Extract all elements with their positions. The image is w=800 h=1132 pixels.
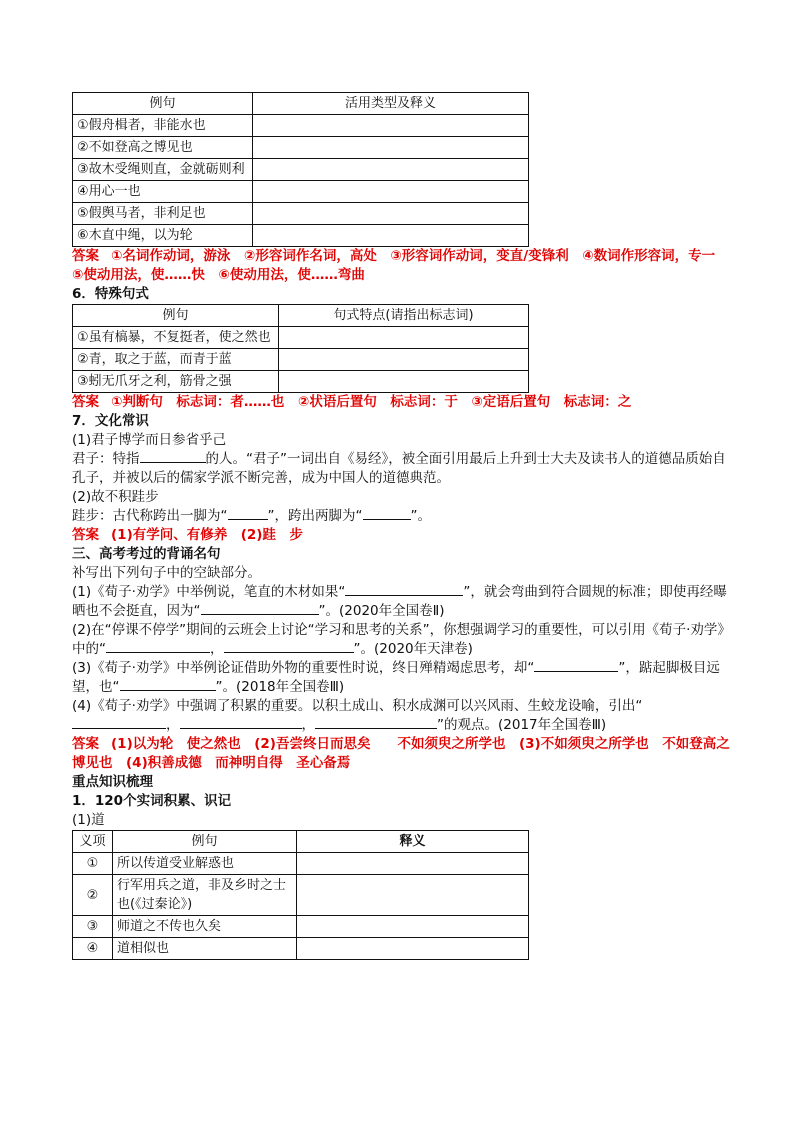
table-cell: 所以传道受业解惑也	[113, 853, 297, 875]
text-span: (3)《荀子·劝学》中举例论证借助外物的重要性时说，终日殚精竭虑思考，却“	[72, 660, 535, 676]
text-span: ”。(2018年全国卷Ⅲ)	[215, 679, 345, 695]
table-header: 例句	[73, 305, 279, 327]
table-header: 句式特点(请指出标志词)	[279, 305, 529, 327]
fill-blank	[315, 716, 437, 729]
answer-text: ①名词作动词，游泳 ②形容词作名词，高处 ③形容词作动词，变直/变锋利 ④数词作形容词，专一 ⑤使动用法，使……快 ⑥使动用法，使……弯曲	[72, 248, 729, 283]
text-span: (4)《荀子·劝学》中强调了积累的重要。以积土成山、积水成渊可以兴风雨、生蛟龙设喻，引出“	[72, 698, 643, 714]
table-cell: ⑤假舆马者，非利足也	[73, 203, 253, 225]
table-cell: ①虽有槁暴，不复挺者，使之然也	[73, 327, 279, 349]
answer-tag: 答案	[72, 394, 99, 410]
fill-blank	[363, 507, 411, 520]
text-span: 君子：特指	[72, 451, 140, 467]
text-span: ”。(2020年全国卷Ⅱ)	[318, 603, 445, 619]
fill-blank	[140, 450, 206, 463]
question-text	[72, 583, 732, 621]
table-cell: 道相似也	[113, 938, 297, 960]
fill-blank	[228, 507, 268, 520]
fill-blank	[534, 659, 618, 672]
subsection-heading: 1．120个实词积累、识记	[72, 793, 232, 809]
answer-tag: 答案	[72, 248, 99, 264]
question-text	[72, 621, 732, 659]
empty-cell	[297, 875, 529, 916]
empty-cell	[297, 853, 529, 875]
table-header: 活用类型及释义	[253, 93, 529, 115]
empty-cell	[253, 203, 529, 225]
table-cell: ②青，取之于蓝，而青于蓝	[73, 349, 279, 371]
text-span: ，	[210, 641, 224, 657]
usage-table	[72, 92, 529, 247]
row-number: ④	[73, 938, 113, 960]
text-span: 的人。“君子”一词出自《易经》，被全面引用最后上升到士大夫及读书人的道德品质始自孔子，并被以后的儒家学派不断完善，成为中国人的道德典范。	[72, 451, 726, 486]
empty-cell	[279, 327, 529, 349]
fill-blank	[224, 640, 354, 653]
empty-cell	[279, 349, 529, 371]
empty-cell	[253, 159, 529, 181]
question-text: (2)故不积跬步	[72, 489, 159, 505]
table-cell: 师道之不传也久矣	[113, 916, 297, 938]
table-cell: ⑥木直中绳，以为轮	[73, 225, 253, 247]
answer-block	[72, 247, 732, 285]
instruction-text: 补写出下列句子中的空缺部分。	[72, 565, 261, 581]
text-span: ”，跨出两脚为“	[267, 508, 363, 524]
question-text	[72, 659, 732, 697]
question-text: (1)君子博学而日参省乎己	[72, 432, 227, 448]
table-cell: ③故木受绳则直，金就砺则利	[73, 159, 253, 181]
table-cell: ④用心一也	[73, 181, 253, 203]
text-span: (1)《荀子·劝学》中举例说，笔直的木材如果“	[72, 584, 346, 600]
answer-tag: 答案	[72, 527, 99, 543]
empty-cell	[279, 371, 529, 393]
text-span: ”。	[410, 508, 431, 524]
question-text	[72, 507, 732, 526]
table-cell: ②不如登高之博见也	[73, 137, 253, 159]
fill-blank	[120, 678, 216, 691]
empty-cell	[253, 225, 529, 247]
section-heading: 重点知识梳理	[72, 774, 153, 790]
row-number: ②	[73, 875, 113, 916]
word-entry: (1)道	[72, 812, 105, 828]
fill-blank	[106, 640, 210, 653]
table-header: 例句	[113, 831, 297, 853]
text-span: ，	[301, 717, 315, 733]
fill-blank	[345, 583, 463, 596]
fill-blank	[180, 716, 302, 729]
table-cell: ③蚓无爪牙之利，筋骨之强	[73, 371, 279, 393]
question-text	[72, 450, 732, 488]
table-header: 例句	[73, 93, 253, 115]
table-cell: ①假舟楫者，非能水也	[73, 115, 253, 137]
answer-text: ①判断句 标志词：者……也 ②状语后置句 标志词：于 ③定语后置句 标志词：之	[111, 394, 632, 410]
answer-block	[72, 526, 732, 545]
empty-cell	[253, 115, 529, 137]
answer-text: (1)以为轮 使之然也 (2)吾尝终日而思矣 不如须臾之所学也 (3)不如须臾之所学也 不如登高之博见也 (4)积善成德 而神明自得 圣心备焉	[72, 736, 730, 771]
section-heading: 7．文化常识	[72, 413, 149, 429]
table-cell: 行军用兵之道，非及乡时之士也(《过秦论》)	[113, 875, 297, 916]
table-header: 释义	[297, 831, 529, 853]
sentence-pattern-table	[72, 304, 529, 393]
answer-text: (1)有学问、有修养 (2)跬 步	[111, 527, 303, 543]
answer-block	[72, 735, 732, 773]
text-span: ”的观点。(2017年全国卷Ⅲ)	[437, 717, 607, 733]
row-number: ①	[73, 853, 113, 875]
empty-cell	[253, 137, 529, 159]
section-heading: 6．特殊句式	[72, 286, 149, 302]
empty-cell	[253, 181, 529, 203]
text-span: (2)在“停课不停学”期间的云班会上讨论“学习和思考的关系”，你想强调学习的重要性，可以引用《荀子·劝学》中的“	[72, 622, 731, 657]
fill-blank	[201, 602, 319, 615]
document-page	[72, 92, 732, 960]
question-text	[72, 697, 732, 735]
table-header: 义项	[73, 831, 113, 853]
answer-tag: 答案	[72, 736, 99, 752]
word-meaning-table	[72, 830, 529, 960]
section-heading: 三、高考考过的背诵名句	[72, 546, 221, 562]
fill-blank	[72, 716, 166, 729]
text-span: 跬步：古代称跨出一脚为“	[72, 508, 228, 524]
row-number: ③	[73, 916, 113, 938]
empty-cell	[297, 938, 529, 960]
text-span: ，	[166, 717, 180, 733]
text-span: ”，踮起脚极目远望，也“	[72, 660, 720, 695]
empty-cell	[297, 916, 529, 938]
answer-block	[72, 393, 732, 412]
text-span: ”。(2020年天津卷)	[353, 641, 473, 657]
text-span: ”，就会弯曲到符合圆规的标准；即使再经曝晒也不会挺直，因为“	[72, 584, 727, 619]
